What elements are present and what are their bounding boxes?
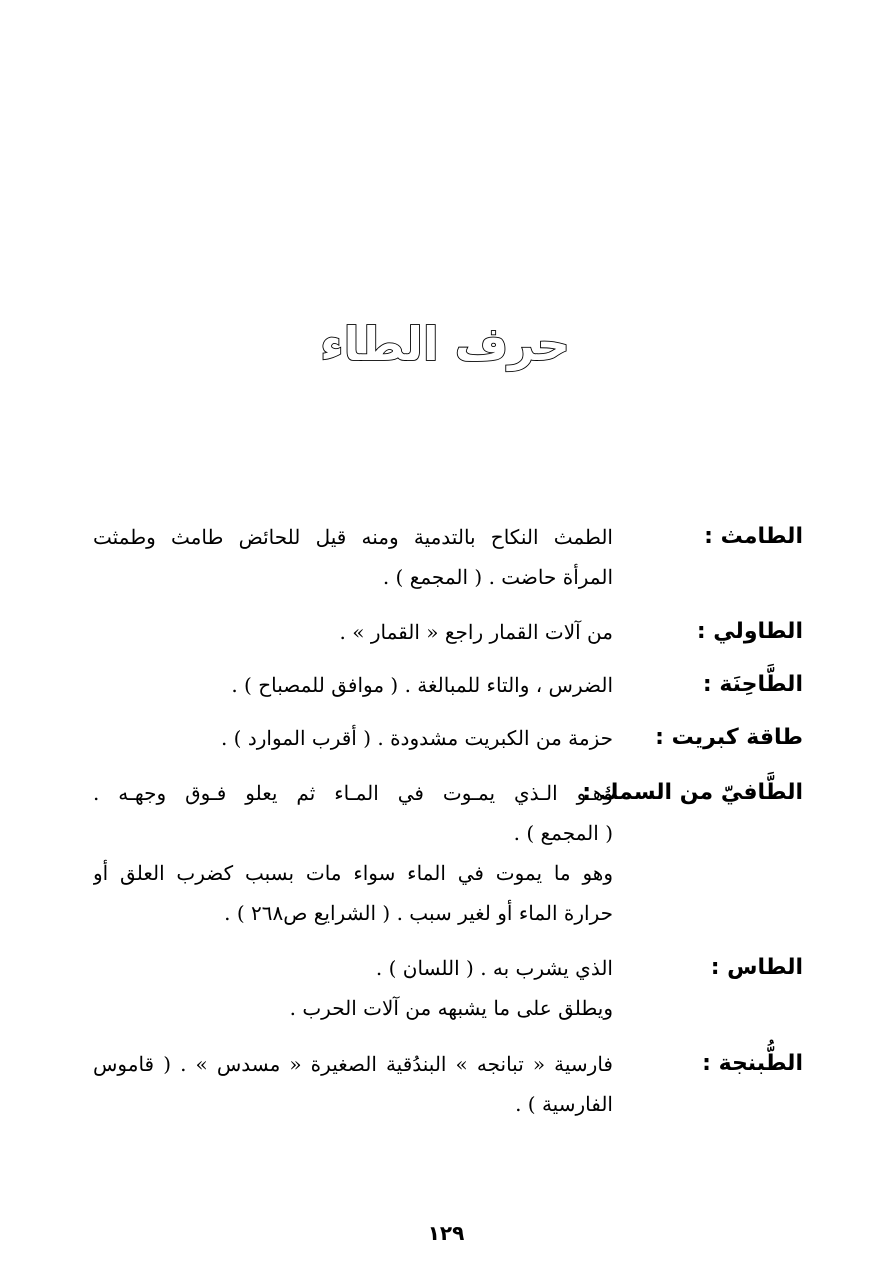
- definition-line: فارسية « تبانجه » البندُقية الصغيرة « مسدس » . ( قاموس: [93, 1052, 613, 1076]
- definition-line: الفارسية ) .: [515, 1092, 613, 1116]
- definition-line: الطمث النكاح بالتدمية ومنه قيل للحائض طامث وطمثت: [93, 525, 613, 549]
- entry-definition: [93, 773, 613, 933]
- entry-definition: [93, 665, 613, 705]
- entry-term: الطاس :: [710, 955, 803, 980]
- entry-term: الطُّبنجة :: [702, 1051, 803, 1076]
- definition-line: حزمة من الكبريت مشدودة . ( أقرب الموارد ) .: [220, 726, 613, 750]
- definition-line: وهو ما يموت في الماء سواء مات بسبب كضرب العلق أو: [93, 861, 613, 885]
- definition-line: المرأة حاضت . ( المجمع ) .: [382, 565, 613, 589]
- definition-line: الذي يشرب به . ( اللسان ) .: [375, 956, 613, 980]
- definition-line: ( المجمع ) .: [513, 821, 613, 845]
- entry-term: الطاولي :: [696, 619, 803, 644]
- definition-line: من آلات القمار راجع « القمار » .: [339, 620, 613, 644]
- entry-term: الطامث :: [704, 524, 803, 549]
- entry-term: طاقة كبريت :: [655, 725, 803, 750]
- entry-definition: [93, 612, 613, 652]
- page-number: ١٢٩: [427, 1221, 465, 1245]
- entry-term: الطَّاحِنَة :: [702, 672, 803, 697]
- entry-definition: [93, 948, 613, 1028]
- entry-definition: [93, 718, 613, 758]
- definition-line: الضرس ، والتاء للمبالغة . ( موافق للمصباح ) .: [231, 673, 613, 697]
- definition-line: وهـو الـذي يمـوت في المـاء ثم يعلو فـوق وجهـه .: [93, 781, 613, 805]
- chapter-heading-text: حرف الطاء: [320, 317, 570, 371]
- entry-term: الطَّافيّ من السمك :: [582, 780, 803, 805]
- definition-line: ويطلق على ما يشبهه من آلات الحرب .: [289, 996, 613, 1020]
- entry-definition: [93, 517, 613, 597]
- entry-definition: [93, 1044, 613, 1124]
- definition-line: حرارة الماء أو لغير سبب . ( الشرايع ص٢٦٨ ) .: [224, 901, 613, 925]
